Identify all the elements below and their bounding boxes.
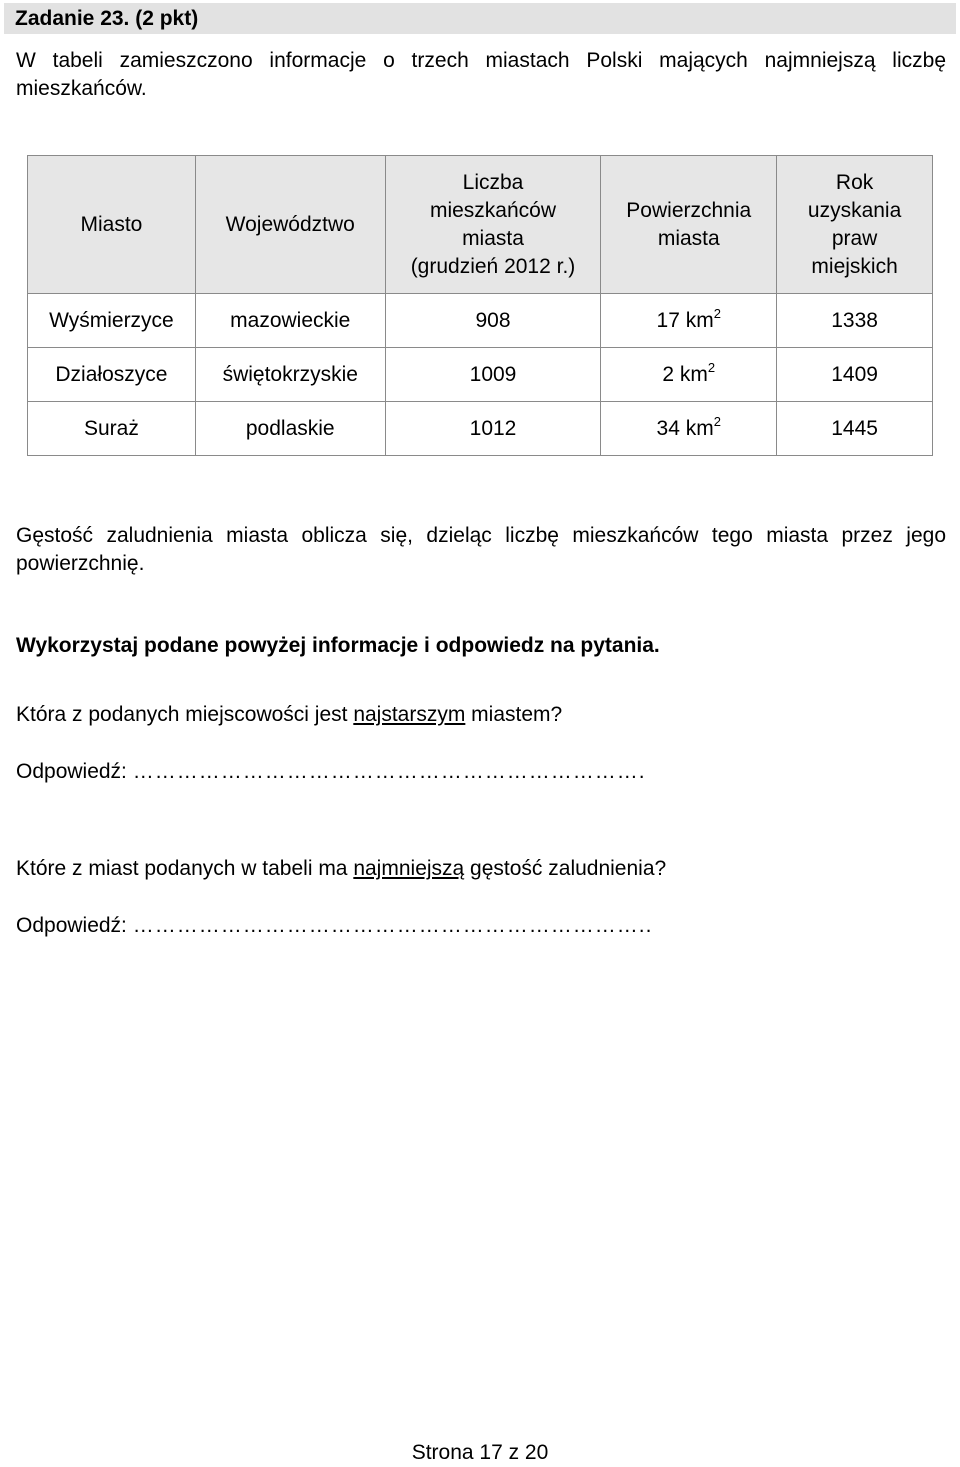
table-row xyxy=(28,348,933,402)
cell-powierzchnia: 2 $km^2$ xyxy=(601,348,777,402)
answer-2[interactable] xyxy=(16,912,946,940)
answer-label: Odpowiedź: xyxy=(16,760,133,783)
cell-rok: 1338 xyxy=(777,294,933,348)
table-row xyxy=(28,294,933,348)
cities-table xyxy=(27,155,933,456)
cell-powierzchnia: 17 $km^2$ xyxy=(601,294,777,348)
header-powierzchnia: Powierzchnia miasta xyxy=(601,156,777,294)
table-row xyxy=(28,402,933,456)
header-liczba-mieszkancow: Liczba mieszkańców miasta (grudzień 2012 r.) xyxy=(385,156,601,294)
density-info: Gęstość zaludnienia miasta oblicza się, dzieląc liczbę mieszkańców tego miasta przez jego powierzchnię. xyxy=(16,524,946,575)
cell-rok: 1445 xyxy=(777,402,933,456)
cell-wojewodztwo: świętokrzyskie xyxy=(195,348,385,402)
cell-ludnosc: 1009 xyxy=(385,348,601,402)
cell-miasto: Działoszyce xyxy=(28,348,196,402)
answer-dots[interactable]: …………………………………………………………….. xyxy=(132,914,653,937)
answer-label: Odpowiedź: xyxy=(16,914,133,937)
table-header-row xyxy=(28,156,933,294)
answer-dots[interactable]: ……………………………………………………………. xyxy=(132,760,646,783)
header-wojewodztwo: Województwo xyxy=(195,156,385,294)
cell-ludnosc: 1012 xyxy=(385,402,601,456)
cell-miasto: Suraż xyxy=(28,402,196,456)
cell-wojewodztwo: podlaskie xyxy=(195,402,385,456)
task-title: Zadanie 23. (2 pkt) xyxy=(4,3,956,34)
answer-1[interactable] xyxy=(16,758,946,786)
question-2: Które z miast podanych w tabeli ma najmniejszą gęstość zaludnienia? xyxy=(16,857,667,880)
question-1: Która z podanych miejscowości jest najstarszym miastem? xyxy=(16,703,563,726)
cell-powierzchnia: 34 $km^2$ xyxy=(601,402,777,456)
header-miasto: Miasto xyxy=(28,156,196,294)
page-footer: Strona 17 z 20 xyxy=(411,1441,549,1464)
instruction: Wykorzystaj podane powyżej informacje i odpowiedz na pytania. xyxy=(16,634,660,657)
cell-miasto: Wyśmierzyce xyxy=(28,294,196,348)
cell-wojewodztwo: mazowieckie xyxy=(195,294,385,348)
header-rok: Rok uzyskania praw miejskich xyxy=(777,156,933,294)
cell-ludnosc: 908 xyxy=(385,294,601,348)
task-intro: W tabeli zamieszczono informacje o trzech miastach Polski mających najmniejszą liczbę mieszkańców. xyxy=(16,49,946,100)
cell-rok: 1409 xyxy=(777,348,933,402)
